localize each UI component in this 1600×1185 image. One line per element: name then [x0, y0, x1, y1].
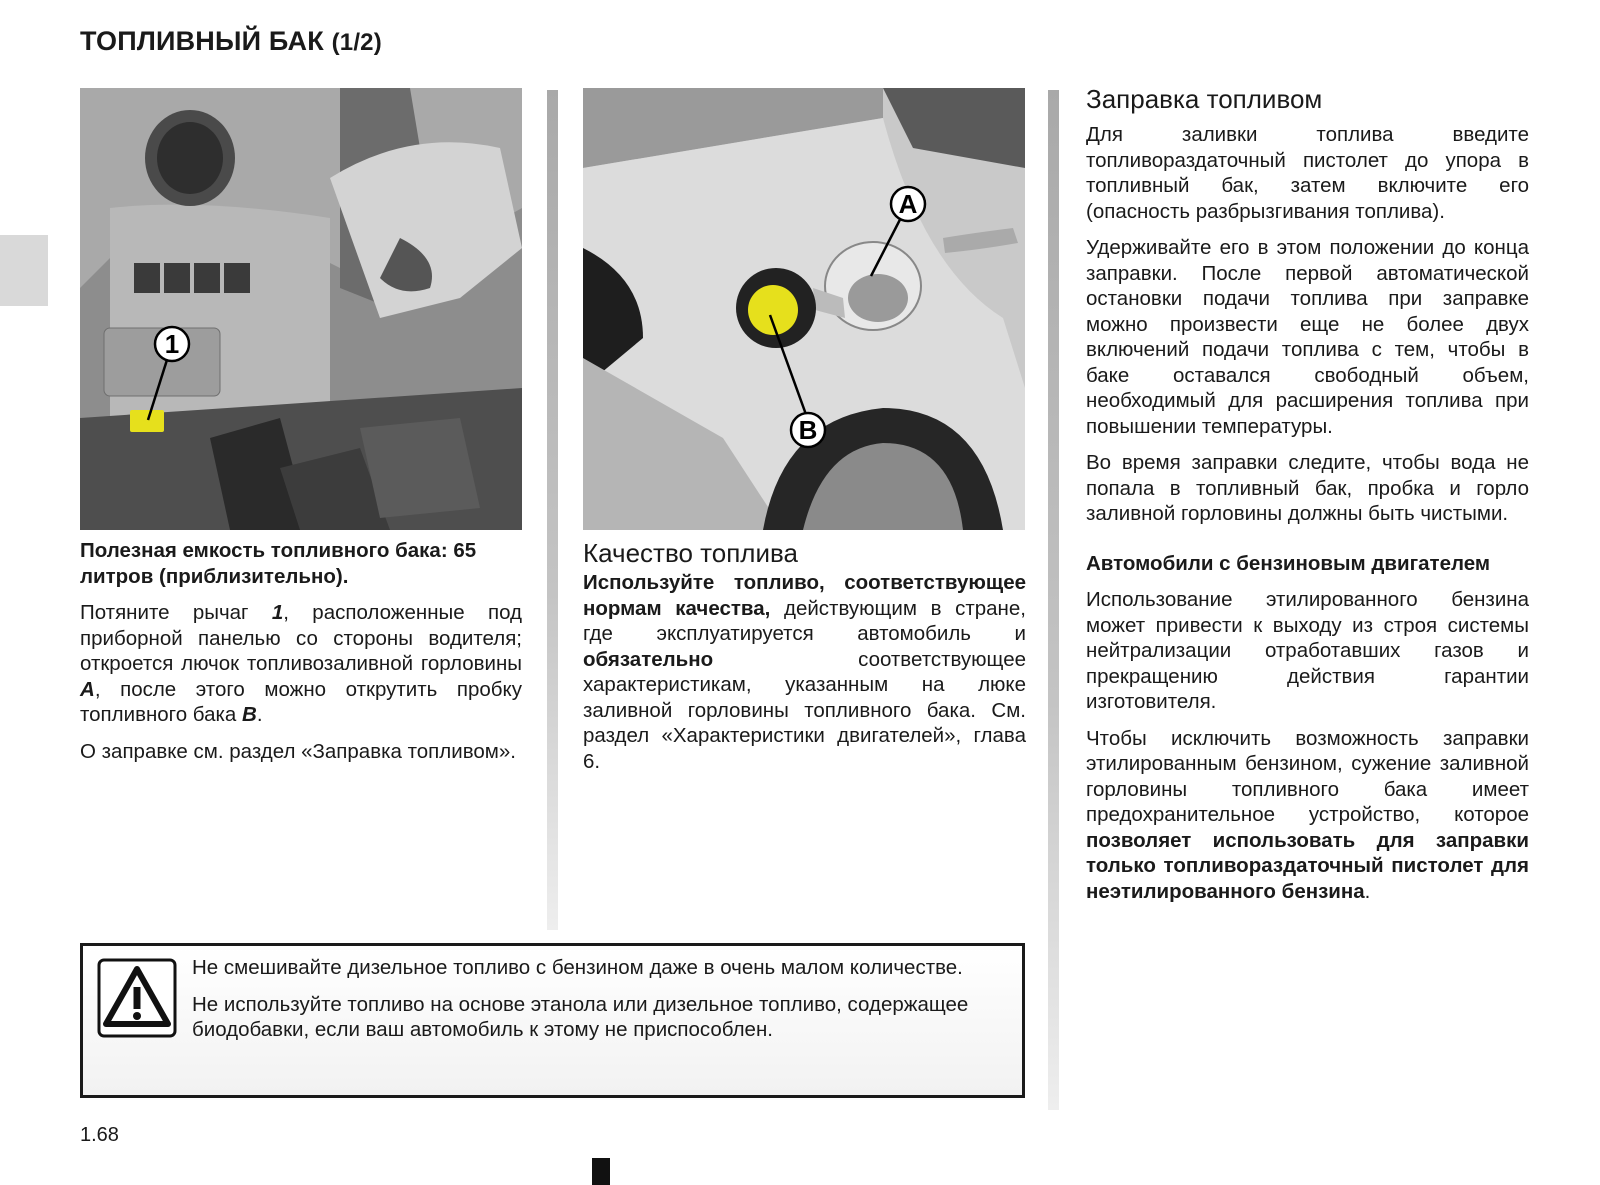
bold-run: позволяет использовать для заправки только топливораздаточный пистолет для неэтилированного бензина: [1086, 828, 1529, 903]
refueling-heading: Заправка топливом: [1086, 84, 1323, 114]
warning-triangle-icon: [97, 958, 177, 1038]
photo-label-a: A: [898, 189, 918, 219]
refueling-para-3: Во время заправки следите, чтобы вода не попала в топливный бак, пробка и горло заливной горловины должны быть чистыми.: [1086, 451, 1529, 525]
ref-a: A: [80, 677, 95, 701]
fuel-quality-heading: Качество топлива: [583, 538, 798, 568]
text-run: Чтобы исключить возможность заправки этилированным бензином, сужение заливной горловины топливного бака имеет предохранительное устройство, которое: [1086, 726, 1529, 826]
column-divider: [547, 90, 558, 930]
ref-b: B: [242, 703, 257, 726]
title-part: (1/2): [331, 29, 382, 56]
text-run: Потяните рычаг: [80, 601, 272, 624]
text-run: соответствующее характеристикам, указанным на люке заливной горловины топливного бака. См. раздел «Характеристики двигателей», глава 6.: [583, 647, 1026, 773]
text-run: , расположенные под приборной панелью со стороны водителя; откроется лючок топливозаливной горловины: [80, 601, 522, 675]
chapter-tab: [0, 235, 48, 306]
page-edge-mark: [592, 1158, 610, 1185]
text-run: , после этого можно открутить пробку топливного бака: [80, 677, 522, 726]
dashboard-lever-photo: [80, 88, 522, 530]
petrol-subheading: Автомобили с бензиновым двигателем: [1086, 551, 1491, 575]
column-divider: [1048, 90, 1059, 1110]
text-run: .: [256, 703, 263, 726]
text-run: .: [1364, 879, 1371, 903]
column-2: [583, 538, 1026, 785]
warning-line-2: Не используйте топливо на основе этанола или дизельное топливо, содержащее биодобавки, если ваш автомобиль к этому не приспособлен.: [192, 992, 969, 1041]
lever-instructions: [80, 600, 522, 728]
photo-label-1: 1: [164, 329, 180, 359]
fuel-flap-photo: [583, 88, 1025, 530]
photo-label-b: B: [798, 415, 818, 445]
capacity-note: Полезная емкость топливного бака: 65 литров (приблизительно).: [80, 539, 477, 588]
petrol-para-1: Использование этилированного бензина может привести к выходу из строя системы нейтрализации отработавших газов и прекращению действия гарантии изготовителя.: [1086, 588, 1529, 713]
column-3: [1086, 84, 1529, 915]
text-run: действующим в стране, где эксплуатируется автомобиль и: [583, 596, 1026, 645]
refueling-para-1: Для заливки топлива введите топливораздаточный пистолет до упора в топливный бак, затем включите его (опасность разбрызгивания топлива).: [1086, 123, 1529, 223]
warning-line-1: Не смешивайте дизельное топливо с бензином даже в очень малом количестве.: [192, 956, 963, 979]
column-1: [80, 538, 522, 775]
warning-text: [192, 955, 1007, 1054]
fuel-quality-text: [583, 570, 1026, 774]
page-title: [80, 26, 382, 57]
page-number: 1.68: [80, 1124, 119, 1146]
bold-run: Используйте топливо, соответствующее нормам качества,: [583, 571, 1026, 620]
title-main: ТОПЛИВНЫЙ БАК: [80, 26, 324, 56]
petrol-para-2: [1086, 726, 1529, 905]
refuel-reference: О заправке см. раздел «Заправка топливом».: [80, 739, 516, 763]
ref-1: 1: [271, 601, 284, 624]
refueling-para-2: Удерживайте его в этом положении до конца заправки. После первой автоматической остановки подачи топлива при заправке можно произвести еще не более двух включений подачи топлива с тем, чтобы в баке оставался свободный объем, необходимый для расширения топлива при повышении температуры.: [1086, 236, 1529, 438]
bold-run: обязательно: [583, 647, 714, 671]
